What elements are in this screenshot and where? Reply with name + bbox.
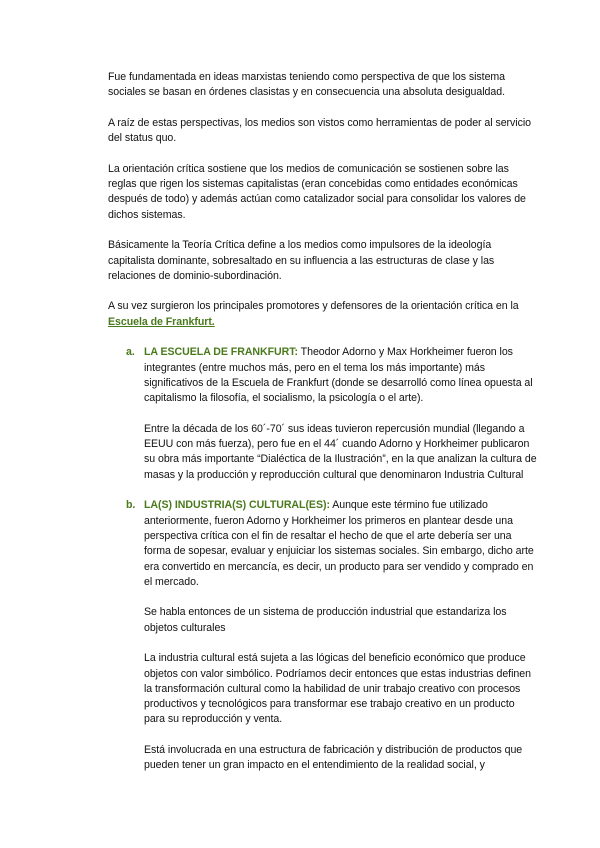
section-lead-paragraph (144, 345, 538, 406)
list-item-industria-cultural (126, 498, 538, 773)
list-item-frankfurt (126, 345, 538, 483)
frankfurt-school-link[interactable]: Escuela de Frankfurt. (108, 315, 215, 328)
section-paragraph: Está involucrada en una estructura de fabricación y distribución de productos que pueden tener un gran impacto en el entendimiento de la realidad social, y (144, 744, 523, 772)
section-paragraph: Entre la década de los 60´-70´ sus ideas tuvieron repercusión mundial (llegando a EEUU con más fuerza), pero fue en el 44´ cuando Adorno y Horkheimer publicaron su obra más importante “Dialéctica de la Ilustración”, en la que analizan la cultura de masas y la producción y reproducción cultural que denominaron Industria Cultural (144, 422, 537, 481)
section-paragraph: La industria cultural está sujeta a las lógicas del beneficio económico que produce objetos con valor simbólico. Podríamos decir entonces que estas industrias definen la transformación cultural como la habilidad de unir trabajo creativo con procesos productivos y tecnológicos para transformar ese trabajo creativo en un producto para su reproducción y venta. (144, 652, 531, 726)
section-lead-text: Aunque este término fue utilizado anteriormente, fueron Adorno y Horkheimer los primeros en plantear desde una perspectiva crítica con el fin de resaltar el hecho de que el arte debería ser una forma de sopesar, evaluar y enjuiciar los sistemas sociales. Sin embargo, dicho arte era convertido en mercancía, es decir, un producto para ser vendido y comprado en el mercado. (144, 499, 534, 588)
section-lead-paragraph (144, 498, 538, 590)
document-page (108, 70, 538, 789)
section-lead-text: Theodor Adorno y Max Horkheimer fueron los integrantes (entre muchos más, pero en el tema los más importante) más significativos de la Escuela de Frankfurt (donde se desarrolló como línea opuesta al capitalismo la filosofía, el socialismo, la psicología o el arte). (144, 346, 533, 405)
body-paragraph: A raíz de estas perspectivas, los medios son vistos como herramientas de poder al servicio del status quo. (108, 116, 531, 145)
intro-paragraph (108, 299, 538, 330)
body-paragraph: Fue fundamentada en ideas marxistas teniendo como perspectiva de que los sistema sociales se basan en órdenes clasistas y en consecuencia una absoluta desigualdad. (108, 71, 506, 99)
sections-list (108, 345, 538, 773)
intro-text: A su vez surgieron los principales promotores y defensores de la orientación crítica en la (108, 300, 519, 313)
list-marker: b. (126, 499, 136, 512)
body-paragraph: La orientación crítica sostiene que los medios de comunicación se sostienen sobre las reglas que rigen los sistemas capitalistas (eran concebidas como entidades económicas después de todo) y además actúan como catalizador social para consolidar los valores de dichos sistemas. (108, 162, 526, 221)
body-paragraph: Básicamente la Teoría Crítica define a los medios como impulsores de la ideología capitalista dominante, sobresaltado en su influencia a las estructuras de clase y las relaciones de dominio-subordinación. (108, 239, 495, 282)
section-heading: LA ESCUELA DE FRANKFURT: (144, 346, 298, 359)
section-paragraph: Se habla entonces de un sistema de producción industrial que estandariza los objetos culturales (144, 606, 507, 634)
section-heading: LA(S) INDUSTRIA(S) CULTURAL(ES): (144, 499, 330, 512)
list-marker: a. (126, 346, 135, 359)
